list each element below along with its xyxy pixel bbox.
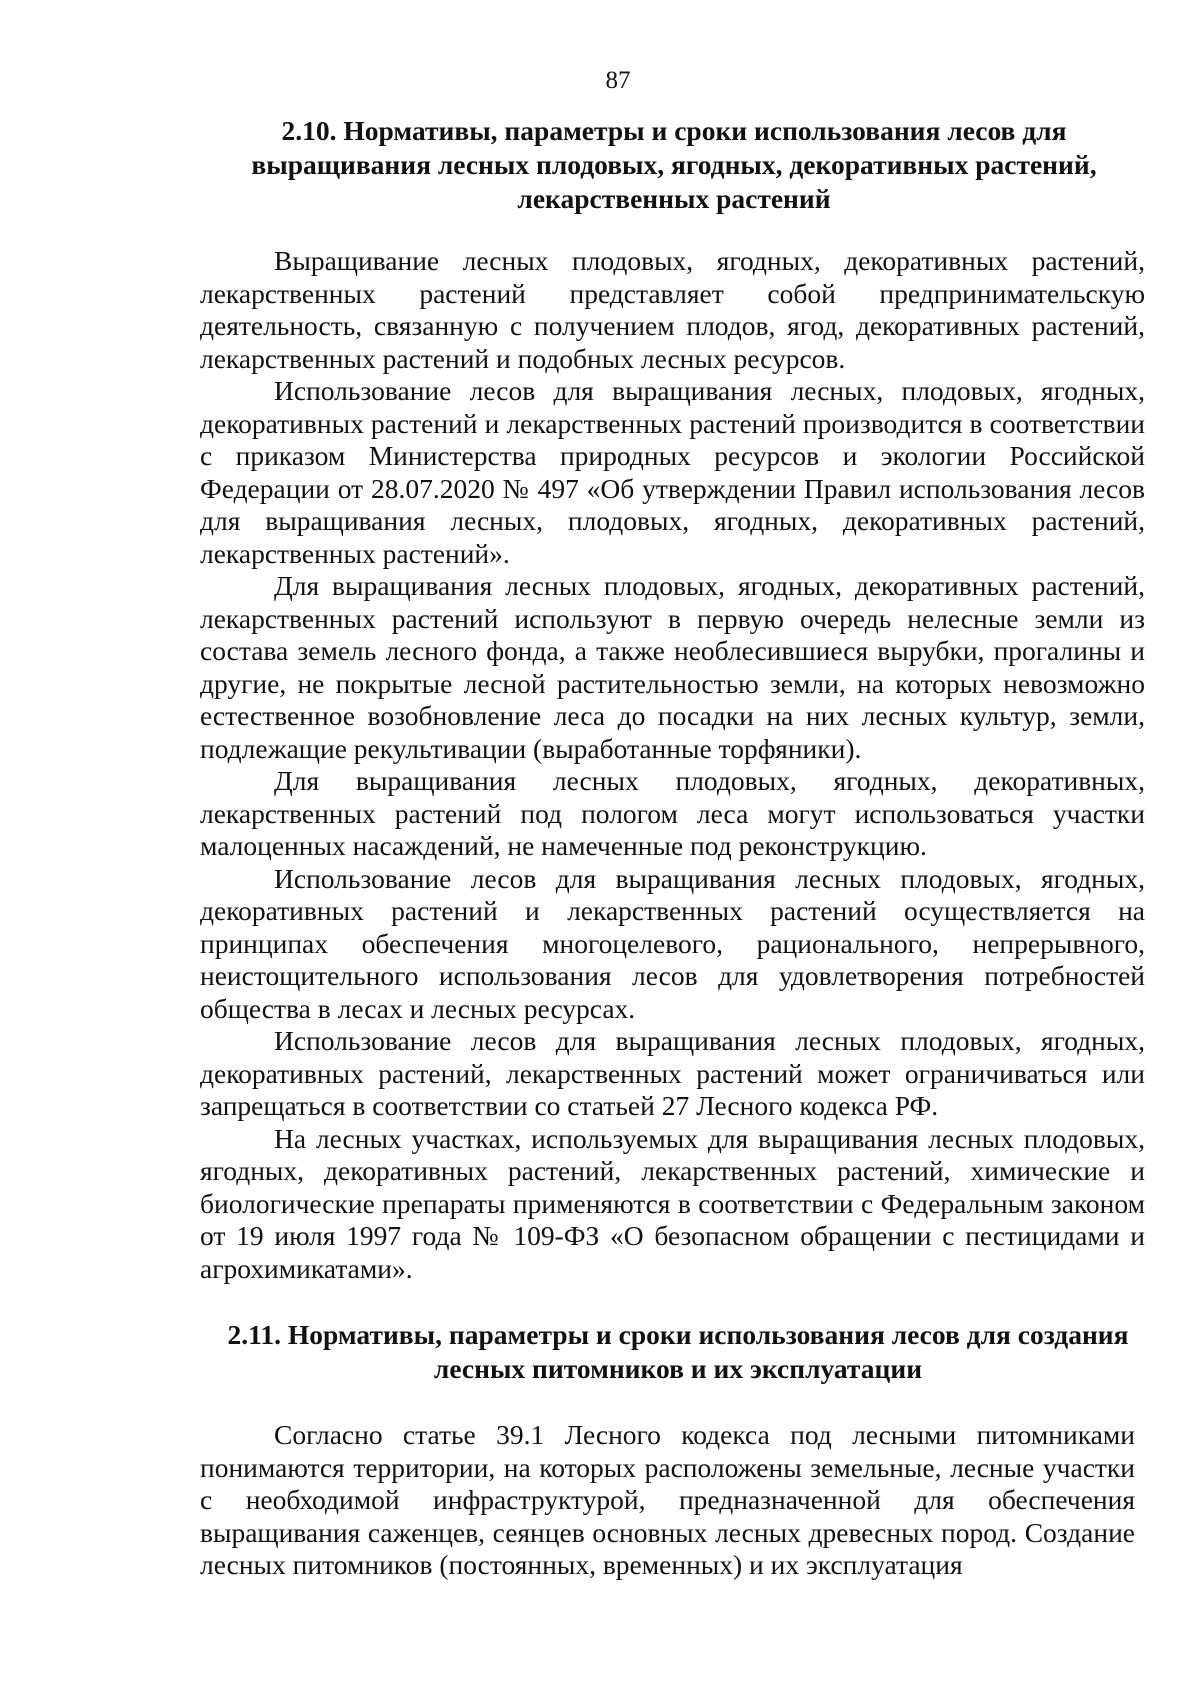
page-number: 87: [605, 67, 631, 94]
paragraph: Использование лесов для выращивания лесных плодовых, ягодных, декоративных растений и лекарственных растений осуществляется на принципах обеспечения многоцелевого, рационального, непрерывного, неистощительного использования лесов для удовлетворения потребностей общества в лесах и лесных ресурсах.: [200, 862, 1145, 1024]
section-2-10-heading: [230, 114, 1118, 216]
paragraph: На лесных участках, используемых для выращивания лесных плодовых, ягодных, декоративных растений, лекарственных растений, химические и биологические препараты применяются в соответствии с Федеральным законом от 19 июля 1997 года № 109-ФЗ «О безопасном обращении с пестицидами и агрохимикатами».: [200, 1122, 1145, 1284]
heading-line: лесных питомников и их эксплуатации: [433, 1353, 923, 1384]
paragraph: Согласно статье 39.1 Лесного кодекса под лесными питомниками понимаются территории, на которых расположены земельные, лесные участки с необходимой инфраструктурой, предназначенной для обеспечения выращивания саженцев, сеянцев основных лесных древесных пород. Создание лесных питомников (постоянных, временных) и их эксплуатация: [200, 1419, 1135, 1580]
heading-line: выращивания лесных плодовых, ягодных, декоративных растений,: [251, 149, 1097, 180]
section-2-10-body: [200, 245, 1145, 1285]
section-2-11-body: [200, 1419, 1135, 1582]
paragraph: Использование лесов для выращивания лесных, плодовых, ягодных, декоративных растений и лекарственных растений производится в соответствии с приказом Министерства природных ресурсов и экологии Российской Федерации от 28.07.2020 № 497 «Об утверждении Правил использования лесов для выращивания лесных, плодовых, ягодных, декоративных растений, лекарственных растений».: [200, 375, 1145, 569]
heading-line: лекарственных растений: [517, 183, 831, 214]
section-2-11-heading: [198, 1318, 1158, 1386]
paragraph: Использование лесов для выращивания лесных плодовых, ягодных, декоративных растений, лекарственных растений может ограничиваться или запрещаться в соответствии со статьей 27 Лесного кодекса РФ.: [200, 1025, 1145, 1121]
paragraph: Для выращивания лесных плодовых, ягодных, декоративных растений, лекарственных растений используют в первую очередь нелесные земли из состава земель лесного фонда, а также необлесившиеся вырубки, прогалины и другие, не покрытые лесной растительностью земли, на которых невозможно естественное возобновление леса до посадки на них лесных культур, земли, подлежащие рекультивации (выработанные торфяники).: [200, 570, 1145, 764]
paragraph: Для выращивания лесных плодовых, ягодных, декоративных, лекарственных растений под пологом леса могут использоваться участки малоценных насаждений, не намеченные под реконструкцию.: [200, 765, 1145, 861]
heading-line: 2.11. Нормативы, параметры и сроки использования лесов для создания: [227, 1319, 1129, 1350]
heading-line: 2.10. Нормативы, параметры и сроки использования лесов для: [281, 115, 1067, 146]
paragraph: Выращивание лесных плодовых, ягодных, декоративных растений, лекарственных растений представляет собой предпринимательскую деятельность, связанную с получением плодов, ягод, декоративных растений, лекарственных растений и подобных лесных ресурсов.: [200, 245, 1145, 374]
